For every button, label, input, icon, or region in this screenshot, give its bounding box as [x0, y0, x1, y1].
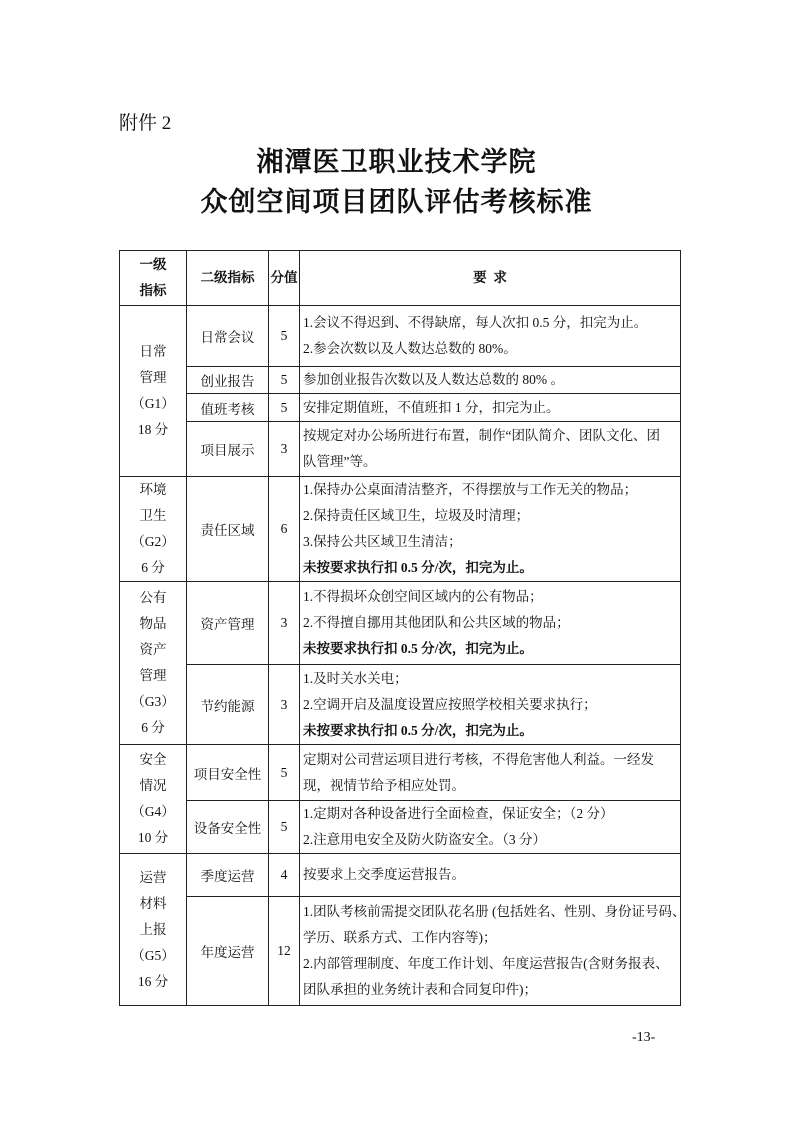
requirement-line: 1.保持办公桌面清洁整齐，不得摆放与工作无关的物品；: [303, 482, 638, 497]
score-cell: 5: [269, 745, 300, 801]
requirement-line: 学历、联系方式、工作内容等)；: [303, 930, 497, 945]
requirement-line: 2.不得擅自挪用其他团队和公共区域的物品；: [303, 615, 570, 630]
level1-line: （G1）: [131, 396, 175, 411]
requirement-line: 定期对公司营运项目进行考核，不得危害他人利益。一经发: [303, 751, 654, 767]
requirement-cell: [300, 745, 681, 801]
requirement-line: 未按要求执行扣 0.5 分/次，扣完为止。: [303, 641, 533, 656]
requirement-cell: [300, 801, 681, 854]
requirement-cell: [300, 477, 681, 582]
table-row: [120, 665, 681, 745]
table-row: [120, 477, 681, 582]
header-level2: 二级指标: [187, 251, 269, 306]
level1-line: （G4）: [131, 804, 175, 819]
level1-indicator: [120, 306, 187, 477]
requirement-cell: [300, 422, 681, 477]
table-row: [120, 306, 681, 367]
level1-line: 材料: [139, 895, 167, 911]
table-row: [120, 367, 681, 394]
level1-line: 安全: [139, 752, 167, 767]
level1-indicator: [120, 854, 187, 1006]
level2-indicator: 项目安全性: [187, 745, 269, 801]
requirement-line: 未按要求执行扣 0.5 分/次，扣完为止。: [303, 560, 533, 575]
level2-indicator: 创业报告: [187, 367, 269, 394]
score-cell: 5: [269, 306, 300, 367]
requirement-line: 1.团队考核前需提交团队花名册 (包括姓名、性别、身份证号码、: [303, 904, 686, 919]
requirement-line: 3.保持公共区域卫生清洁；: [303, 534, 462, 549]
score-cell: 5: [269, 394, 300, 422]
header-level1: [120, 251, 187, 306]
score-cell: 5: [269, 367, 300, 394]
requirement-line: 2.参会次数以及人数达总数的 80%。: [303, 341, 517, 356]
level1-line: 物品: [139, 616, 167, 631]
table-row: [120, 422, 681, 477]
level2-indicator: 设备安全性: [187, 801, 269, 854]
header-requirement: 要 求: [300, 251, 681, 306]
header-level1-line: 指标: [139, 283, 167, 298]
level1-line: 6 分: [141, 560, 165, 575]
score-cell: 6: [269, 477, 300, 582]
level1-line: 卫生: [139, 508, 167, 523]
requirement-line: 安排定期值班，不值班扣 1 分，扣完为止。: [303, 399, 560, 415]
score-cell: 3: [269, 665, 300, 745]
level1-line: 10 分: [137, 830, 169, 845]
level2-indicator: 值班考核: [187, 394, 269, 422]
table-header-row: [120, 251, 681, 306]
requirement-line: 现，视情节给予相应处罚。: [303, 777, 465, 793]
requirement-line: 按要求上交季度运营报告。: [303, 867, 465, 882]
requirement-line: 按规定对办公场所进行布置，制作“团队简介、团队文化、团: [303, 428, 660, 443]
level1-line: 运营: [139, 869, 167, 885]
requirement-line: 1.会议不得迟到、不得缺席，每人次扣 0.5 分，扣完为止。: [303, 315, 648, 330]
requirement-line: 未按要求执行扣 0.5 分/次，扣完为止。: [303, 722, 533, 738]
score-cell: 3: [269, 422, 300, 477]
table-row: [120, 745, 681, 801]
score-cell: 5: [269, 801, 300, 854]
level2-indicator: 年度运营: [187, 897, 269, 1006]
level2-indicator: 季度运营: [187, 854, 269, 897]
requirement-line: 1.及时关水关电；: [303, 670, 408, 686]
page-number: -13-: [632, 1030, 656, 1045]
requirement-cell: [300, 665, 681, 745]
requirement-line: 2.空调开启及温度设置应按照学校相关要求执行；: [303, 696, 597, 712]
requirement-cell: [300, 306, 681, 367]
level1-line: 上报: [139, 921, 167, 937]
table-row: [120, 394, 681, 422]
level1-line: （G2）: [131, 534, 175, 549]
level1-line: 18 分: [137, 422, 169, 437]
table-row: [120, 854, 681, 897]
level1-indicator: [120, 582, 187, 745]
level2-indicator: 项目展示: [187, 422, 269, 477]
score-cell: 4: [269, 854, 300, 897]
level1-line: 16 分: [137, 973, 169, 989]
level1-line: （G5）: [131, 947, 175, 963]
level1-line: 情况: [139, 778, 167, 793]
requirement-line: 1.定期对各种设备进行全面检查，保证安全；（2 分）: [303, 806, 614, 821]
evaluation-table: [119, 250, 686, 1006]
table-row: [120, 897, 681, 1006]
score-cell: 12: [269, 897, 300, 1006]
attachment-label: 附件 2: [119, 113, 172, 134]
requirement-cell: [300, 854, 681, 897]
requirement-line: 2.内部管理制度、年度工作计划、年度运营报告(含财务报表、: [303, 956, 669, 971]
level1-indicator: [120, 745, 187, 854]
header-score: 分值: [269, 251, 300, 306]
requirement-cell: [300, 367, 681, 394]
requirement-cell: [300, 394, 681, 422]
level1-line: 管理: [139, 370, 167, 385]
requirement-line: 队管理”等。: [303, 454, 377, 469]
level2-indicator: 资产管理: [187, 582, 269, 665]
requirement-line: 参加创业报告次数以及人数达总数的 80% 。: [303, 372, 564, 387]
document-title-line2: 众创空间项目团队评估考核标准: [200, 187, 593, 217]
level1-line: 6 分: [141, 720, 165, 735]
header-level1-line: 一级: [139, 257, 167, 272]
document-title-line1: 湘潭医卫职业技术学院: [256, 147, 537, 177]
requirement-cell: [300, 582, 681, 665]
requirement-line: 1.不得损坏众创空间区域内的公有物品；: [303, 589, 543, 604]
level1-line: 日常: [139, 344, 167, 359]
table-row: [120, 801, 681, 854]
level1-indicator: [120, 477, 187, 582]
requirement-line: 2.注意用电安全及防火防盗安全。（3 分）: [303, 832, 546, 847]
level1-line: （G3）: [131, 694, 175, 709]
level1-line: 公有: [139, 590, 167, 605]
level2-indicator: 节约能源: [187, 665, 269, 745]
requirement-line: 2.保持责任区域卫生，垃圾及时清理；: [303, 508, 530, 523]
requirement-line: 团队承担的业务统计表和合同复印件)；: [303, 982, 537, 997]
level1-line: 管理: [139, 668, 167, 683]
level1-line: 资产: [139, 642, 167, 657]
level2-indicator: 日常会议: [187, 306, 269, 367]
score-cell: 3: [269, 582, 300, 665]
requirement-cell: [300, 897, 686, 1006]
level2-indicator: 责任区域: [187, 477, 269, 582]
table-row: [120, 582, 681, 665]
level1-line: 环境: [139, 482, 167, 497]
